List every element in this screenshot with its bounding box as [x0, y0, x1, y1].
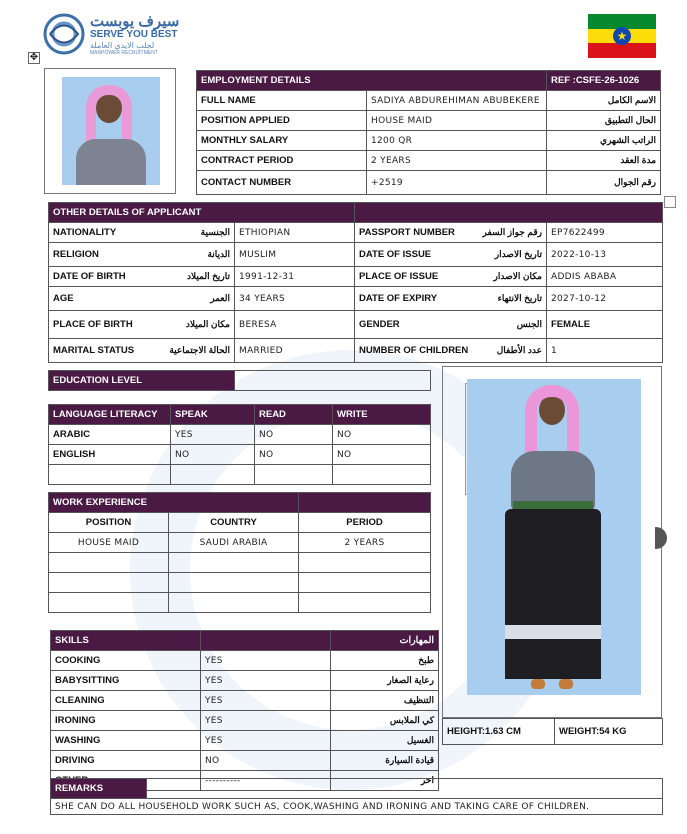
education-table: [48, 370, 431, 391]
position-applied-arabic: الحال التطبيق: [547, 111, 661, 131]
position-applied-value: HOUSE MAID: [367, 111, 547, 131]
language-arabic: ARABIC: [49, 425, 171, 445]
empty-cell: [299, 593, 431, 613]
contract-period-arabic: مدة العقد: [547, 151, 661, 171]
skill-cleaning-value: YES: [201, 691, 331, 711]
passport-number-value: EP7622499: [547, 223, 663, 243]
date-of-birth-label: DATE OF BIRTH: [53, 271, 126, 282]
date-of-expiry-label: DATE OF EXPIRY: [359, 293, 438, 304]
logo-subtitle-arabic: لجلب الايدي العاملة: [90, 41, 155, 50]
date-of-issue-value: 2022-10-13: [547, 243, 663, 267]
remarks-header: REMARKS: [51, 779, 147, 799]
children-arabic: عدد الأطفال: [496, 345, 542, 355]
english-write: NO: [333, 445, 431, 465]
language-table: [48, 404, 431, 485]
skill-washing: WASHING: [51, 731, 201, 751]
arabic-write: NO: [333, 425, 431, 445]
remarks-table: [50, 778, 663, 815]
full-name-label: FULL NAME: [197, 91, 367, 111]
country-column: COUNTRY: [169, 513, 299, 533]
work-country-1: SAUDI ARABIA: [169, 533, 299, 553]
work-position-1: HOUSE MAID: [49, 533, 169, 553]
marital-status-arabic: الحالة الاجتماعية: [169, 345, 230, 355]
empty-cell: [299, 553, 431, 573]
move-handle-icon[interactable]: ✥: [29, 52, 39, 63]
age-value: 34 YEARS: [235, 287, 355, 311]
date-of-birth-value: 1991-12-31: [235, 267, 355, 287]
work-empty-row: [49, 553, 169, 573]
skills-table: [50, 630, 439, 791]
passport-photo-frame: [44, 68, 176, 194]
table-resize-handle[interactable]: [664, 196, 676, 208]
full-body-photo: [467, 379, 641, 695]
skills-header-arabic: المهارات: [331, 631, 439, 651]
work-period-1: 2 YEARS: [299, 533, 431, 553]
position-applied-label: POSITION APPLIED: [197, 111, 367, 131]
speak-header: SPEAK: [171, 405, 255, 425]
contract-period-label: CONTRACT PERIOD: [197, 151, 367, 171]
company-logo: [42, 12, 202, 60]
language-empty-row: [49, 465, 171, 485]
place-of-issue-label: PLACE OF ISSUE: [359, 271, 439, 282]
skill-washing-arabic: الغسيل: [331, 731, 439, 751]
remarks-text: SHE CAN DO ALL HOUSEHOLD WORK SUCH AS, COOK,WASHING AND IRONING AND TAKING CARE OF CHILDREN.: [51, 799, 663, 815]
language-english: ENGLISH: [49, 445, 171, 465]
arabic-speak: YES: [171, 425, 255, 445]
contact-number-value: +2519: [367, 171, 547, 195]
skill-babysitting: BABYSITTING: [51, 671, 201, 691]
marital-status-value: MARRIED: [235, 339, 355, 363]
work-experience-header: WORK EXPERIENCE: [49, 493, 299, 513]
work-header-blank: [299, 493, 431, 513]
date-of-expiry-arabic: تاريخ الانتهاء: [497, 293, 542, 303]
english-speak: NO: [171, 445, 255, 465]
measurements-table: [442, 718, 663, 745]
monthly-salary-value: 1200 QR: [367, 131, 547, 151]
full-name-arabic: الاسم الكامل: [547, 91, 661, 111]
place-of-birth-arabic: مكان الميلاد: [185, 319, 230, 329]
work-empty-row: [49, 573, 169, 593]
empty-cell: [333, 465, 431, 485]
empty-cell: [169, 593, 299, 613]
reference-number: REF :CSFE-26-1026: [547, 71, 661, 91]
logo-emblem-icon: [42, 12, 86, 56]
children-value: 1: [547, 339, 663, 363]
nationality-arabic: الجنسية: [200, 227, 230, 237]
skill-other-arabic: اخر: [331, 771, 439, 791]
contract-period-value: 2 YEARS: [367, 151, 547, 171]
employment-header: EMPLOYMENT DETAILS: [197, 71, 547, 91]
language-header: LANGUAGE LITERACY: [49, 405, 171, 425]
children-label: NUMBER OF CHILDREN: [359, 345, 469, 356]
passport-number-arabic: رقم جواز السفر: [482, 227, 542, 237]
marital-status-label: MARITAL STATUS: [53, 345, 135, 356]
education-value: [235, 371, 431, 391]
religion-label: RELIGION: [53, 249, 99, 260]
english-read: NO: [255, 445, 333, 465]
work-experience-table: [48, 492, 431, 613]
logo-english-text: SERVE YOU BEST: [90, 29, 178, 40]
skill-driving-arabic: قيادة السيارة: [331, 751, 439, 771]
height-value: HEIGHT:1.63 CM: [443, 719, 555, 745]
gender-arabic: الجنس: [516, 319, 542, 329]
weight-value: WEIGHT:54 KG: [555, 719, 663, 745]
skill-cooking-value: YES: [201, 651, 331, 671]
monthly-salary-arabic: الراتب الشهري: [547, 131, 661, 151]
place-of-birth-value: BERESA: [235, 311, 355, 339]
logo-subtitle-english: MANPOWER RECRUITMENT: [90, 50, 158, 56]
skill-ironing-value: YES: [201, 711, 331, 731]
skill-babysitting-value: YES: [201, 671, 331, 691]
empty-cell: [171, 465, 255, 485]
skill-ironing: IRONING: [51, 711, 201, 731]
photo-scroll-tab[interactable]: [655, 527, 667, 549]
skill-cooking: COOKING: [51, 651, 201, 671]
place-of-issue-arabic: مكان الاصدار: [493, 271, 542, 281]
ethiopia-flag-icon: [588, 14, 656, 58]
contact-number-label: CONTACT NUMBER: [197, 171, 367, 195]
passport-number-label: PASSPORT NUMBER: [359, 227, 455, 238]
work-empty-row: [49, 593, 169, 613]
skill-other-value: ----------: [201, 771, 331, 791]
date-of-birth-arabic: تاريخ الميلاد: [187, 271, 230, 281]
flag-star-icon: ★: [613, 27, 631, 45]
religion-arabic: الديانة: [207, 249, 230, 259]
period-column: PERIOD: [299, 513, 431, 533]
position-column: POSITION: [49, 513, 169, 533]
empty-cell: [255, 465, 333, 485]
other-details-header: OTHER DETAILS OF APPLICANT: [49, 203, 355, 223]
passport-photo: [62, 77, 160, 185]
skill-washing-value: YES: [201, 731, 331, 751]
other-details-table: [48, 202, 663, 363]
skill-cleaning: CLEANING: [51, 691, 201, 711]
empty-cell: [299, 573, 431, 593]
logo-arabic-text: سيرف يوبست: [90, 13, 180, 30]
place-of-issue-value: ADDIS ABABA: [547, 267, 663, 287]
age-label: AGE: [53, 293, 74, 304]
arabic-read: NO: [255, 425, 333, 445]
other-details-header-blank: [355, 203, 663, 223]
skill-cooking-arabic: طبخ: [331, 651, 439, 671]
date-of-issue-arabic: تاريخ الاصدار: [494, 249, 542, 259]
employment-details-table: [196, 70, 661, 195]
skill-babysitting-arabic: رعاية الصغار: [331, 671, 439, 691]
full-name-value: SADIYA ABDUREHIMAN ABUBEKERE: [367, 91, 547, 111]
place-of-birth-label: PLACE OF BIRTH: [53, 319, 133, 330]
date-of-expiry-value: 2027-10-12: [547, 287, 663, 311]
gender-value: FEMALE: [547, 311, 663, 339]
contact-number-arabic: رقم الجوال: [547, 171, 661, 195]
write-header: WRITE: [333, 405, 431, 425]
nationality-label: NATIONALITY: [53, 227, 117, 238]
date-of-issue-label: DATE OF ISSUE: [359, 249, 432, 260]
gender-label: GENDER: [359, 319, 400, 330]
education-header: EDUCATION LEVEL: [49, 371, 235, 391]
read-header: READ: [255, 405, 333, 425]
empty-cell: [169, 573, 299, 593]
skill-ironing-arabic: كي الملابس: [331, 711, 439, 731]
nationality-value: ETHIOPIAN: [235, 223, 355, 243]
age-arabic: العمر: [210, 293, 230, 303]
skill-driving-value: NO: [201, 751, 331, 771]
full-body-photo-frame: [442, 366, 662, 718]
religion-value: MUSLIM: [235, 243, 355, 267]
empty-cell: [169, 553, 299, 573]
skill-cleaning-arabic: التنظيف: [331, 691, 439, 711]
monthly-salary-label: MONTHLY SALARY: [197, 131, 367, 151]
remarks-header-blank: [147, 779, 663, 799]
skills-header: SKILLS: [51, 631, 201, 651]
skill-driving: DRIVING: [51, 751, 201, 771]
skills-header-blank: [201, 631, 331, 651]
